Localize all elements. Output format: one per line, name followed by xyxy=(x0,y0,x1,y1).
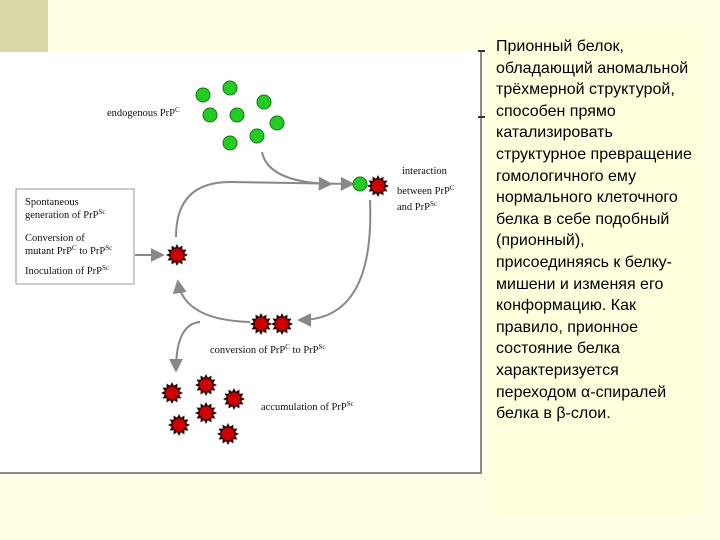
red-prion-core xyxy=(222,428,235,441)
arrow-endogenous-to-interaction xyxy=(262,152,330,184)
dash-mark xyxy=(478,116,485,118)
source-spontaneous-line1: Spontaneous xyxy=(25,197,79,208)
green-circle-icon xyxy=(270,116,284,130)
green-circle-icon xyxy=(230,108,244,122)
accumulation-label: accumulation of PrP$^{Sc}$ xyxy=(261,400,354,413)
interaction-label-line3: and PrP$^{Sc}$ xyxy=(397,200,437,213)
green-circle-icon xyxy=(223,81,237,95)
arrow-left-to-interaction xyxy=(176,182,352,237)
arrow-conversion-to-left xyxy=(178,282,250,322)
source-spontaneous-line2: generation of PrP$^{Sc}$ xyxy=(25,208,106,221)
endogenous-label: endogenous PrP$^C$ xyxy=(107,106,180,119)
interaction-label-line2: between PrP$^C$ xyxy=(397,184,455,197)
red-prion-core xyxy=(200,379,213,392)
red-prion-core xyxy=(166,387,179,400)
prion-cycle-svg xyxy=(0,52,480,472)
description-text: Прионный белок, обладающий аномальной трёхмерной структурой, способен прямо катализировать структурное превращение гомологичного ему нормального клеточного белка в себе подобный (прионный), присоединяясь к белку-мишени и изменяя его конформацию. Как правило, прионное состояние белка характеризуется переходом α-спиралей белка в β-слои. xyxy=(496,38,692,423)
red-prion-core xyxy=(173,419,186,432)
arrow-interaction-to-conversion xyxy=(300,200,370,320)
red-prion-core xyxy=(255,318,268,331)
red-prion-core xyxy=(228,393,241,406)
green-circle-icon xyxy=(223,136,237,150)
dash-mark xyxy=(478,50,485,52)
interaction-label-line1: interaction xyxy=(402,166,447,177)
accent-square xyxy=(0,0,48,52)
source-mutant-line1: Conversion of xyxy=(25,233,85,244)
normal-prion-group xyxy=(196,81,284,150)
source-inoculation: Inoculation of PrP$^{Sc}$ xyxy=(25,264,109,277)
arrow-conversion-to-accumulation xyxy=(176,322,200,370)
red-prion-core xyxy=(200,407,213,420)
prion-diagram xyxy=(0,52,482,474)
red-prion-core xyxy=(372,180,385,193)
source-mutant-line2: mutant PrP$^C$ to PrP$^{Sc}$ xyxy=(25,244,113,257)
green-circle-icon xyxy=(353,177,367,191)
green-circle-icon xyxy=(203,108,217,122)
description-panel xyxy=(490,30,704,516)
conversion-label: conversion of PrP$^C$ to PrP$^{Sc}$ xyxy=(210,343,326,356)
red-prion-core xyxy=(276,318,289,331)
green-circle-icon xyxy=(257,95,271,109)
red-prion-core xyxy=(171,249,184,262)
green-circle-icon xyxy=(196,88,210,102)
green-circle-icon xyxy=(250,129,264,143)
